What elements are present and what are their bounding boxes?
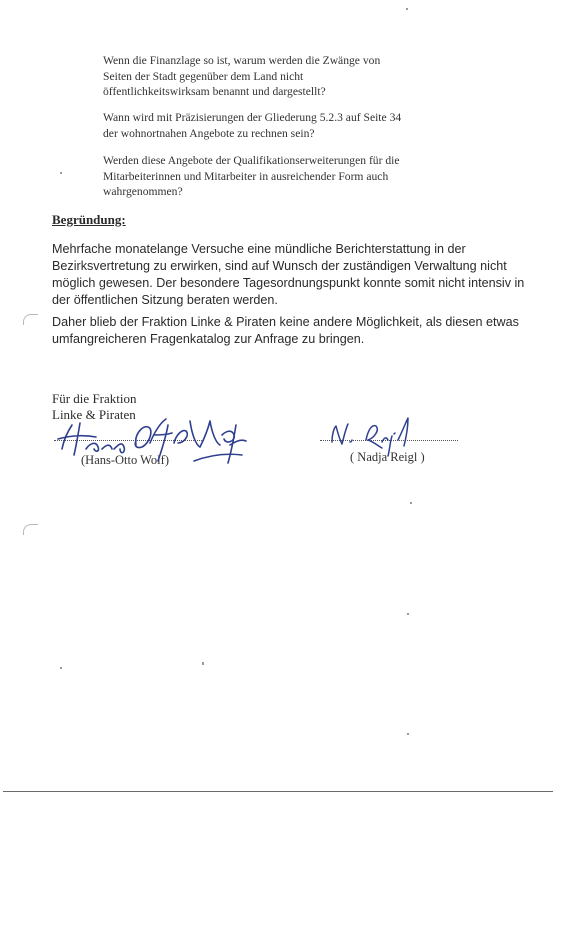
scan-speck — [406, 8, 408, 10]
faction-line: Für die Fraktion — [52, 391, 137, 406]
scan-speck — [410, 502, 412, 504]
paragraph-line: umfangreicheren Fragenkatalog zur Anfrage zu bringen. — [52, 332, 365, 346]
paragraph-line: möglich gewesen. Der besondere Tagesordnungspunkt konnte somit nicht intensiv in — [52, 276, 525, 290]
paragraph-line: Bezirksvertretung zu erwirken, sind auf Wunsch der zuständigen Verwaltung nicht — [52, 259, 507, 273]
scan-speck — [60, 172, 62, 174]
reasoning-paragraph-1 — [52, 241, 525, 309]
signature-nadja-reigl — [320, 412, 440, 460]
paragraph-line: der öffentlichen Sitzung beraten werden. — [52, 293, 278, 307]
question-line: Werden diese Angebote der Qualifikationserweiterungen für die — [103, 154, 400, 167]
scan-mark — [23, 524, 38, 535]
scan-speck — [407, 733, 409, 735]
scan-speck — [60, 667, 62, 669]
question-line: Wann wird mit Präzisierungen der Gliederung 5.2.3 auf Seite 34 — [103, 111, 402, 124]
question-1 — [103, 53, 483, 100]
question-line: Seiten der Stadt gegenüber dem Land nicht — [103, 69, 304, 83]
question-line: Wenn die Finanzlage so ist, warum werden die Zwänge von — [103, 54, 381, 67]
question-line: Mitarbeiterinnen und Mitarbeiter in ausreichender Form auch — [103, 169, 389, 183]
paragraph-line: Daher blieb der Fraktion Linke & Piraten keine andere Möglichkeit, als diesen etwas — [52, 315, 519, 329]
question-line: der wohnortnahen Angebote zu rechnen sein? — [103, 126, 315, 140]
signer-name-2: ( Nadja Reigl ) — [350, 450, 425, 464]
question-line: öffentlichkeitswirksam benannt und dargestellt? — [103, 85, 326, 98]
reasoning-paragraph-2 — [52, 314, 522, 348]
faction-name: Linke & Piraten — [52, 407, 136, 422]
scan-speck — [202, 662, 204, 665]
question-2 — [103, 110, 483, 141]
question-3 — [103, 153, 483, 200]
signer-name-1: (Hans-Otto Wolf) — [81, 453, 169, 467]
reasoning-heading: Begründung: — [52, 212, 126, 227]
scan-speck — [407, 613, 409, 615]
signature-hans-otto-wolf — [50, 405, 250, 470]
paragraph-line: Mehrfache monatelange Versuche eine mündliche Berichterstattung in der — [52, 242, 466, 256]
scan-mark — [23, 314, 38, 325]
question-line: wahrgenommen? — [103, 185, 183, 198]
page-edge-line — [3, 791, 553, 792]
